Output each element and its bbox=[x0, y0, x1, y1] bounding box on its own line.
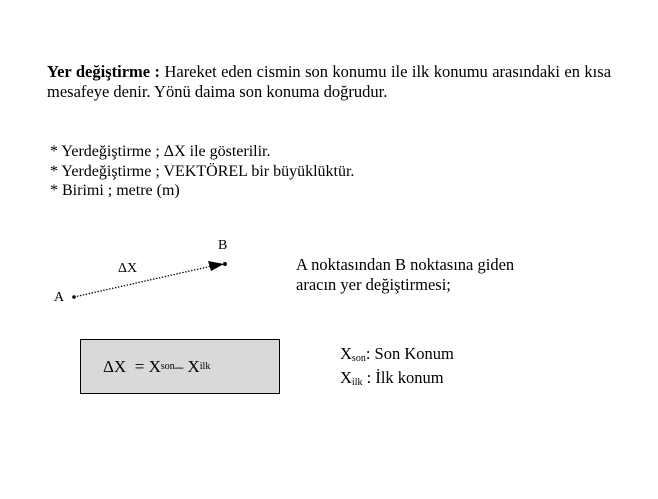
formula-box bbox=[80, 339, 280, 394]
bullet-list bbox=[50, 142, 354, 201]
legend-ilk-subscript: ilk bbox=[351, 377, 363, 388]
point-a-dot bbox=[72, 295, 76, 299]
legend-ilk-text: : İlk konum bbox=[362, 368, 444, 387]
formula-x-son: X bbox=[148, 356, 161, 376]
legend-ilk-symbol: X bbox=[340, 368, 352, 387]
formula-equals: = bbox=[134, 356, 145, 376]
vector-label: ΔX bbox=[118, 261, 138, 276]
bullet-vector-quantity: * Yerdeğiştirme ; VEKTÖREL bir büyüklüktür. bbox=[50, 162, 355, 180]
formula-legend bbox=[340, 344, 454, 392]
definition-text: Hareket eden cismin son konumu ile ilk konumu arasındaki en kısa mesafeye denir. Yönü daima son konuma doğrudur. bbox=[47, 62, 612, 101]
formula-ilk-subscript: ilk bbox=[199, 361, 211, 372]
bullet-notation: * Yerdeğiştirme ; ΔX ile gösterilir. bbox=[50, 143, 271, 160]
legend-son-symbol: X bbox=[340, 344, 352, 363]
displacement-vector-line bbox=[74, 266, 212, 297]
description-line-1: A noktasından B noktasına giden bbox=[296, 255, 515, 274]
displacement-vector-svg bbox=[40, 230, 270, 320]
arrowhead-icon bbox=[208, 261, 224, 271]
definition-paragraph bbox=[47, 62, 611, 102]
legend-ilk-row bbox=[340, 368, 454, 392]
diagram-description bbox=[296, 255, 514, 295]
legend-son-text: : Son Konum bbox=[365, 344, 454, 363]
formula-son-subscript: son bbox=[160, 361, 175, 372]
point-b-label: B bbox=[218, 238, 228, 253]
formula-x-ilk: X bbox=[187, 356, 200, 376]
bullet-unit: * Birimi ; metre (m) bbox=[50, 182, 180, 199]
formula-lhs: ΔX bbox=[103, 356, 127, 376]
point-a-label: A bbox=[54, 290, 65, 305]
formula-minus: – bbox=[174, 356, 184, 376]
displacement-diagram bbox=[40, 230, 270, 320]
legend-son-row bbox=[340, 344, 454, 368]
point-b-dot bbox=[223, 262, 227, 266]
definition-term: Yer değiştirme : bbox=[47, 62, 161, 81]
description-line-2: aracın yer değiştirmesi; bbox=[296, 275, 451, 294]
legend-son-subscript: son bbox=[351, 353, 366, 364]
